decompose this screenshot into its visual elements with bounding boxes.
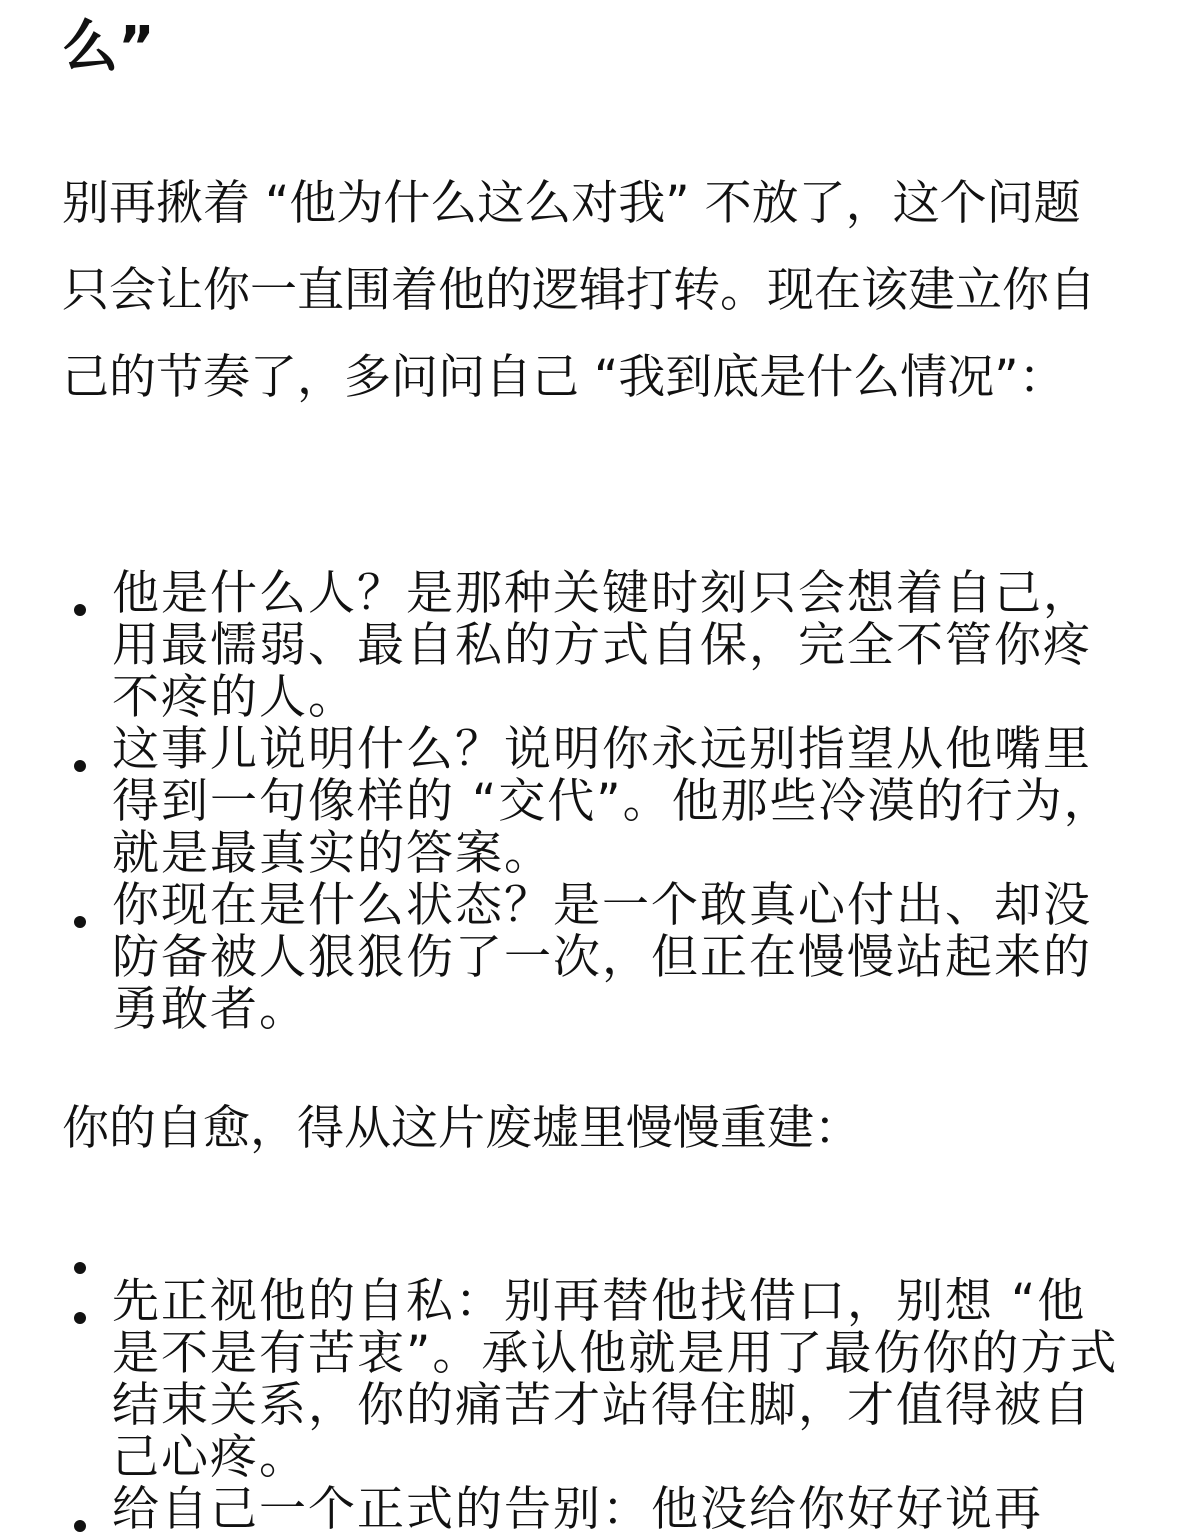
bullet-dot-icon bbox=[74, 1312, 86, 1324]
list-item bbox=[62, 1484, 1124, 1536]
list-item-text: 给自己一个正式的告别：他没给你好好说再 bbox=[112, 1482, 1043, 1537]
heading-fragment: 么” bbox=[62, 15, 155, 80]
bullet-dot-icon bbox=[74, 1520, 86, 1532]
bullet-dot-icon bbox=[74, 760, 86, 772]
bullet-dot-icon bbox=[74, 1262, 86, 1274]
list-item-text: 他是什么人？是那种关键时刻只会想着自己，用最懦弱、最自私的方式自保，完全不管你疼不疼的人。 bbox=[112, 566, 1092, 725]
list-item-text: 这事儿说明什么？说明你永远别指望从他嘴里得到一句像样的 “交代”。他那些冷漠的行为，就是最真实的答案。 bbox=[112, 722, 1113, 881]
list-item bbox=[62, 724, 1124, 880]
bullet-dot-icon bbox=[74, 916, 86, 928]
bullet-dot-icon bbox=[74, 604, 86, 616]
list-item bbox=[62, 568, 1124, 724]
list-item-text: 你现在是什么状态？是一个敢真心付出、却没防备被人狠狠伤了一次，但正在慢慢站起来的勇敢者。 bbox=[112, 878, 1092, 1037]
healing-steps-list bbox=[62, 1256, 1124, 1536]
list-item-empty bbox=[62, 1256, 1124, 1276]
question-list bbox=[62, 568, 1124, 1036]
list-item bbox=[62, 1276, 1124, 1484]
paragraph-intro: 别再揪着 “他为什么这么对我” 不放了，这个问题只会让你一直围着他的逻辑打转。现在该建立你自己的节奏了，多问问自己 “我到底是什么情况”： bbox=[62, 176, 1096, 405]
list-item-text: 先正视他的自私：别再替他找借口，别想 “他是不是有苦衷”。承认他就是用了最伤你的方式结束关系，你的痛苦才站得住脚，才值得被自己心疼。 bbox=[112, 1274, 1119, 1485]
paragraph-rebuild: 你的自愈，得从这片废墟里慢慢重建： bbox=[62, 1101, 861, 1156]
list-item bbox=[62, 880, 1124, 1036]
